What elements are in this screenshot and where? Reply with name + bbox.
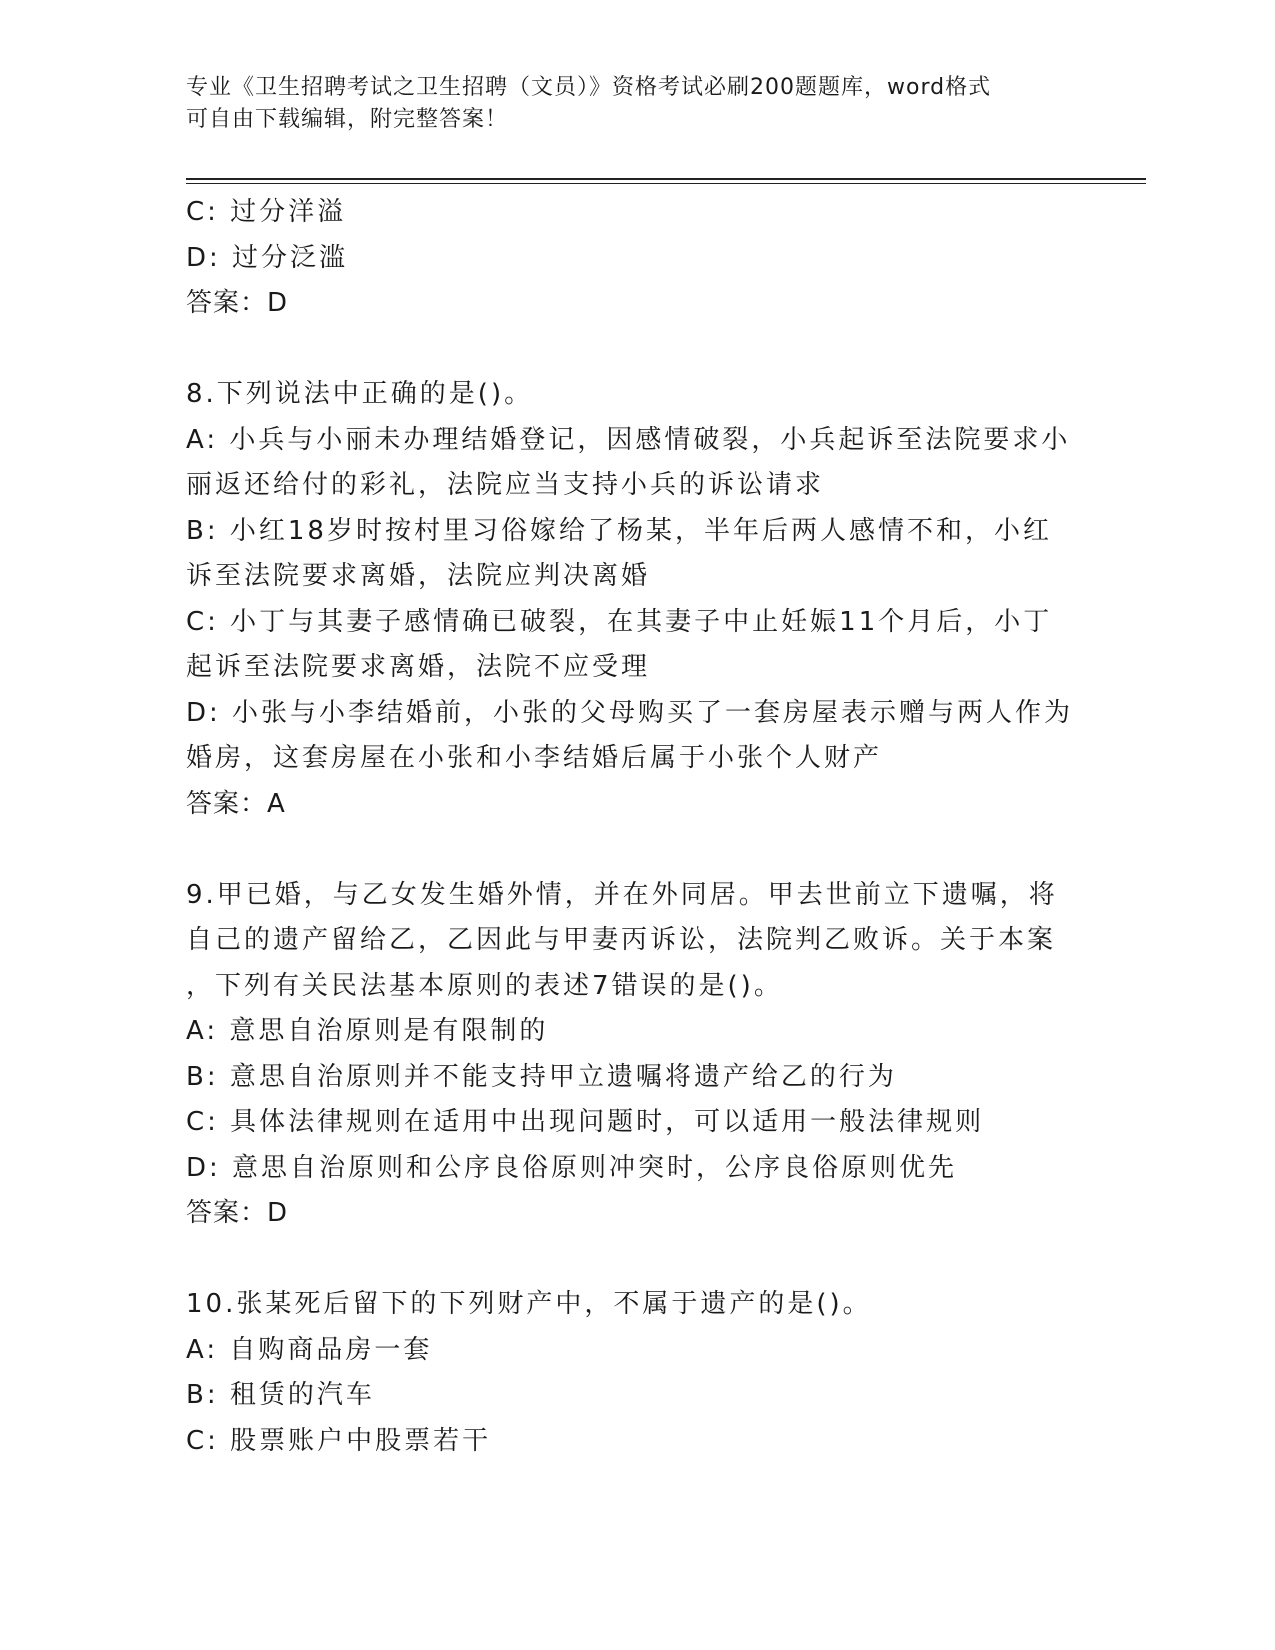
- question-content: [186, 190, 1146, 1464]
- q8-option-b-line-1: B: 小红18岁时按村里习俗嫁给了杨某，半年后两人感情不和，小红: [186, 515, 1052, 546]
- q8-answer: 答案：A: [186, 788, 286, 819]
- header-title-line-1: 专业《卫生招聘考试之卫生招聘（文员）》资格考试必刷200题题库，word格式: [186, 75, 992, 100]
- q9-option-b: B: 意思自治原则并不能支持甲立遗嘱将遗产给乙的行为: [186, 1061, 897, 1092]
- q10-option-b: B: 租赁的汽车: [186, 1380, 375, 1410]
- spacer: [186, 1237, 1146, 1283]
- q7-answer: 答案：D: [186, 288, 289, 318]
- document-header: [186, 72, 1066, 136]
- q9-stem-line-2: 自己的遗产留给乙，乙因此与甲妻丙诉讼，法院判乙败诉。关于本案: [186, 925, 1057, 955]
- question-10: [186, 1282, 1146, 1464]
- q8-option-c-line-1: C: 小丁与其妻子感情确已破裂，在其妻子中止妊娠11个月后，小丁: [186, 606, 1053, 637]
- q7-option-c: C: 过分洋溢: [186, 197, 347, 227]
- question-7-tail: [186, 190, 1146, 327]
- q10-option-a: A: 自购商品房一套: [186, 1334, 433, 1365]
- q9-option-a: A: 意思自治原则是有限制的: [186, 1016, 549, 1046]
- q9-option-d: D: 意思自治原则和公序良俗原则冲突时，公序良俗原则优先: [186, 1152, 958, 1183]
- q8-option-b-line-2: 诉至法院要求离婚，法院应判决离婚: [186, 561, 651, 591]
- q8-option-d-line-1: D: 小张与小李结婚前，小张的父母购买了一套房屋表示赠与两人作为: [186, 697, 1074, 728]
- header-divider-thick: [186, 178, 1146, 180]
- spacer: [186, 827, 1146, 873]
- q9-answer: 答案：D: [186, 1198, 289, 1228]
- question-8: [186, 372, 1146, 827]
- q10-option-c: C: 股票账户中股票若干: [186, 1425, 492, 1456]
- q8-option-c-line-2: 起诉至法院要求离婚，法院不应受理: [186, 652, 651, 682]
- q8-stem: 8.下列说法中正确的是()。: [186, 379, 534, 409]
- header-title-line-2: 可自由下载编辑，附完整答案！: [186, 107, 509, 132]
- q7-option-d: D: 过分泛滥: [186, 242, 349, 273]
- spacer: [186, 327, 1146, 373]
- q9-stem-line-3: ，下列有关民法基本原则的表述7错误的是()。: [186, 970, 783, 1001]
- question-9: [186, 873, 1146, 1237]
- q8-option-d-line-2: 婚房，这套房屋在小张和小李结婚后属于小张个人财产: [186, 743, 883, 773]
- q8-option-a-line-1: A: 小兵与小丽未办理结婚登记，因感情破裂，小兵起诉至法院要求小: [186, 424, 1071, 455]
- header-divider-thin: [186, 183, 1146, 184]
- q8-option-a-line-2: 丽返还给付的彩礼，法院应当支持小兵的诉讼请求: [186, 470, 825, 500]
- q10-stem: 10.张某死后留下的下列财产中，不属于遗产的是()。: [186, 1289, 872, 1319]
- q9-option-c: C: 具体法律规则在适用中出现问题时，可以适用一般法律规则: [186, 1107, 985, 1137]
- q9-stem-line-1: 9.甲已婚，与乙女发生婚外情，并在外同居。甲去世前立下遗嘱，将: [186, 879, 1058, 910]
